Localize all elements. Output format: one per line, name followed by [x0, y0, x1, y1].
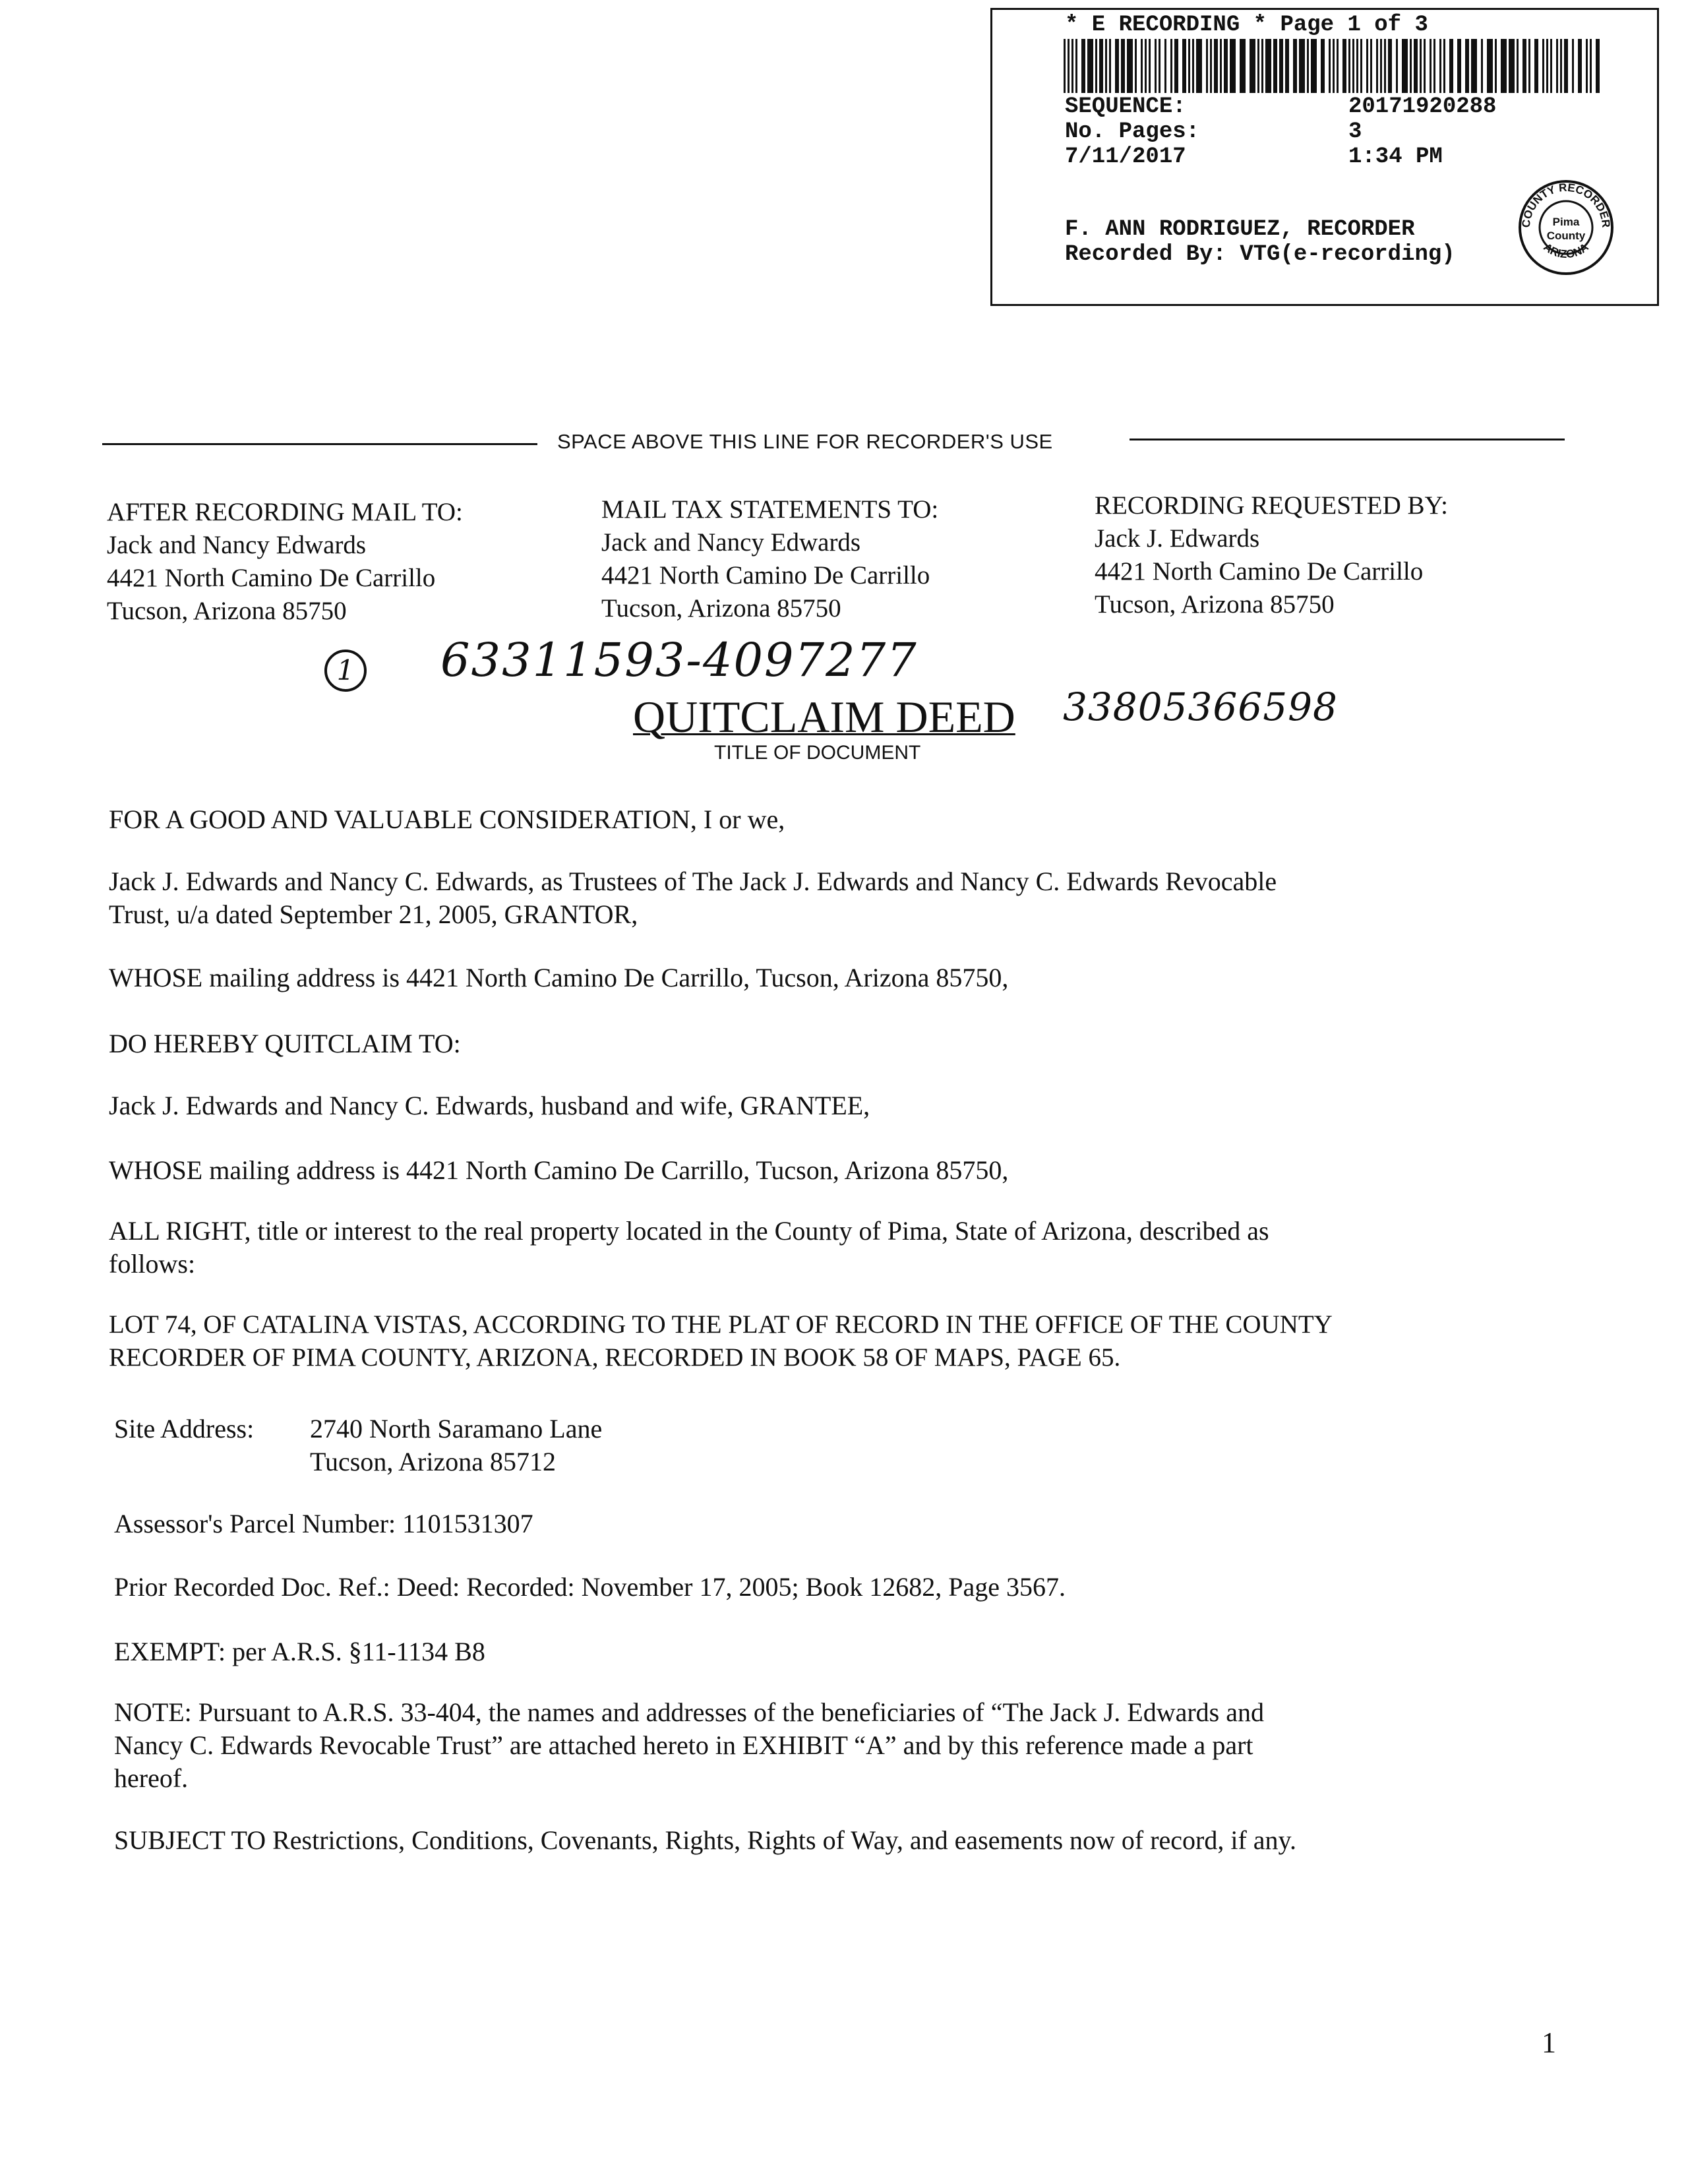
site-address-street: 2740 North Saramano Lane — [310, 1414, 603, 1443]
stamp-header: * E RECORDING * Page 1 of 3 — [1065, 13, 1428, 38]
circled-number — [324, 650, 367, 692]
grantee-address-line: WHOSE mailing address is 4421 North Camino De Carrillo, Tucson, Arizona 85750, — [109, 1155, 1009, 1185]
requested-by-city: Tucson, Arizona 85750 — [1095, 590, 1335, 619]
seal-top-text: COUNTY RECORDER — [1519, 181, 1613, 229]
rights-line-1: ALL RIGHT, title or interest to the real property located in the County of Pima, State of Arizona, described as — [109, 1216, 1269, 1246]
record-date: 7/11/2017 — [1065, 144, 1186, 169]
recorded-by: Recorded By: VTG(e-recording) — [1065, 242, 1455, 267]
tax-to-name: Jack and Nancy Edwards — [601, 528, 861, 557]
seal-center-text-2: County — [1546, 229, 1586, 242]
legal-line-1: LOT 74, OF CATALINA VISTAS, ACCORDING TO THE PLAT OF RECORD IN THE OFFICE OF THE COUNTY — [109, 1310, 1333, 1339]
record-time: 1:34 PM — [1348, 144, 1443, 169]
note-line-2: Nancy C. Edwards Revocable Trust” are attached hereto in EXHIBIT “A” and by this reference made a part — [114, 1730, 1253, 1760]
sequence-value: 20171920288 — [1348, 94, 1497, 119]
legal-line-2: RECORDER OF PIMA COUNTY, ARIZONA, RECORDED IN BOOK 58 OF MAPS, PAGE 65. — [109, 1343, 1121, 1372]
svg-text:ARIZONA — [1541, 241, 1590, 260]
handwritten-number-1: 63311593-4097277 — [440, 633, 918, 687]
note-line-3: hereof. — [114, 1763, 189, 1793]
mail-to-city: Tucson, Arizona 85750 — [107, 597, 347, 625]
requested-by-heading: RECORDING REQUESTED BY: — [1095, 491, 1448, 520]
divider-left — [102, 443, 537, 445]
mail-to-heading: AFTER RECORDING MAIL TO: — [107, 498, 463, 526]
recorder-stamp — [990, 8, 1659, 306]
prior-reference-line: Prior Recorded Doc. Ref.: Deed: Recorded: November 17, 2005; Book 12682, Page 3567. — [114, 1572, 1066, 1602]
divider-right — [1130, 439, 1565, 440]
tax-to-block — [601, 493, 938, 625]
rights-line-2: follows: — [109, 1249, 196, 1279]
seal-bottom-text: ARIZONA — [1541, 241, 1591, 261]
recorder-name: F. ANN RODRIGUEZ, RECORDER — [1065, 217, 1415, 242]
title-caption: TITLE OF DOCUMENT — [714, 742, 921, 764]
grantee-line: Jack J. Edwards and Nancy C. Edwards, husband and wife, GRANTEE, — [109, 1091, 870, 1120]
tax-to-street: 4421 North Camino De Carrillo — [601, 561, 930, 590]
pages-value: 3 — [1348, 119, 1362, 144]
consideration-line: FOR A GOOD AND VALUABLE CONSIDERATION, I or we, — [109, 804, 785, 834]
quitclaim-line: DO HEREBY QUITCLAIM TO: — [109, 1029, 461, 1058]
requested-by-block — [1095, 489, 1448, 621]
county-seal-icon — [1517, 178, 1615, 277]
mail-to-block — [107, 496, 463, 628]
seal-center-text-1: Pima — [1552, 216, 1580, 228]
handwritten-number-2: 33805366598 — [1063, 684, 1338, 729]
grantor-paragraph — [109, 865, 1566, 931]
subject-to-line: SUBJECT TO Restrictions, Conditions, Covenants, Rights, Rights of Way, and easements now of record, if any. — [114, 1825, 1296, 1855]
grantor-line-2: Trust, u/a dated September 21, 2005, GRANTOR, — [109, 899, 638, 929]
document-title: QUITCLAIM DEED — [633, 692, 1015, 742]
recorder-use-text: SPACE ABOVE THIS LINE FOR RECORDER'S USE — [557, 430, 1053, 453]
tax-to-city: Tucson, Arizona 85750 — [601, 594, 841, 622]
page-number: 1 — [1542, 2026, 1556, 2059]
grantor-line-1: Jack J. Edwards and Nancy C. Edwards, as Trustees of The Jack J. Edwards and Nancy C. Edwards Revocable — [109, 866, 1277, 896]
site-address-label: Site Address: — [114, 1414, 255, 1443]
sequence-label: SEQUENCE: — [1065, 94, 1186, 119]
legal-description — [109, 1308, 1566, 1374]
requested-by-name: Jack J. Edwards — [1095, 524, 1260, 553]
tax-to-heading: MAIL TAX STATEMENTS TO: — [601, 495, 939, 524]
barcode-icon — [1064, 39, 1604, 93]
exempt-line: EXEMPT: per A.R.S. §11-1134 B8 — [114, 1637, 485, 1666]
mail-to-name: Jack and Nancy Edwards — [107, 531, 367, 559]
note-line-1: NOTE: Pursuant to A.R.S. 33-404, the names and addresses of the beneficiaries of “The Jack J. Edwards and — [114, 1697, 1265, 1727]
mail-to-street: 4421 North Camino De Carrillo — [107, 564, 436, 592]
parcel-number-line: Assessor's Parcel Number: 1101531307 — [114, 1509, 533, 1538]
requested-by-street: 4421 North Camino De Carrillo — [1095, 557, 1424, 586]
rights-paragraph — [109, 1215, 1566, 1281]
pages-label: No. Pages: — [1065, 119, 1200, 144]
note-paragraph — [114, 1696, 1571, 1795]
site-address-city: Tucson, Arizona 85712 — [310, 1447, 556, 1476]
grantor-address-line: WHOSE mailing address is 4421 North Camino De Carrillo, Tucson, Arizona 85750, — [109, 963, 1009, 992]
circled-number-text: 1 — [336, 654, 355, 686]
